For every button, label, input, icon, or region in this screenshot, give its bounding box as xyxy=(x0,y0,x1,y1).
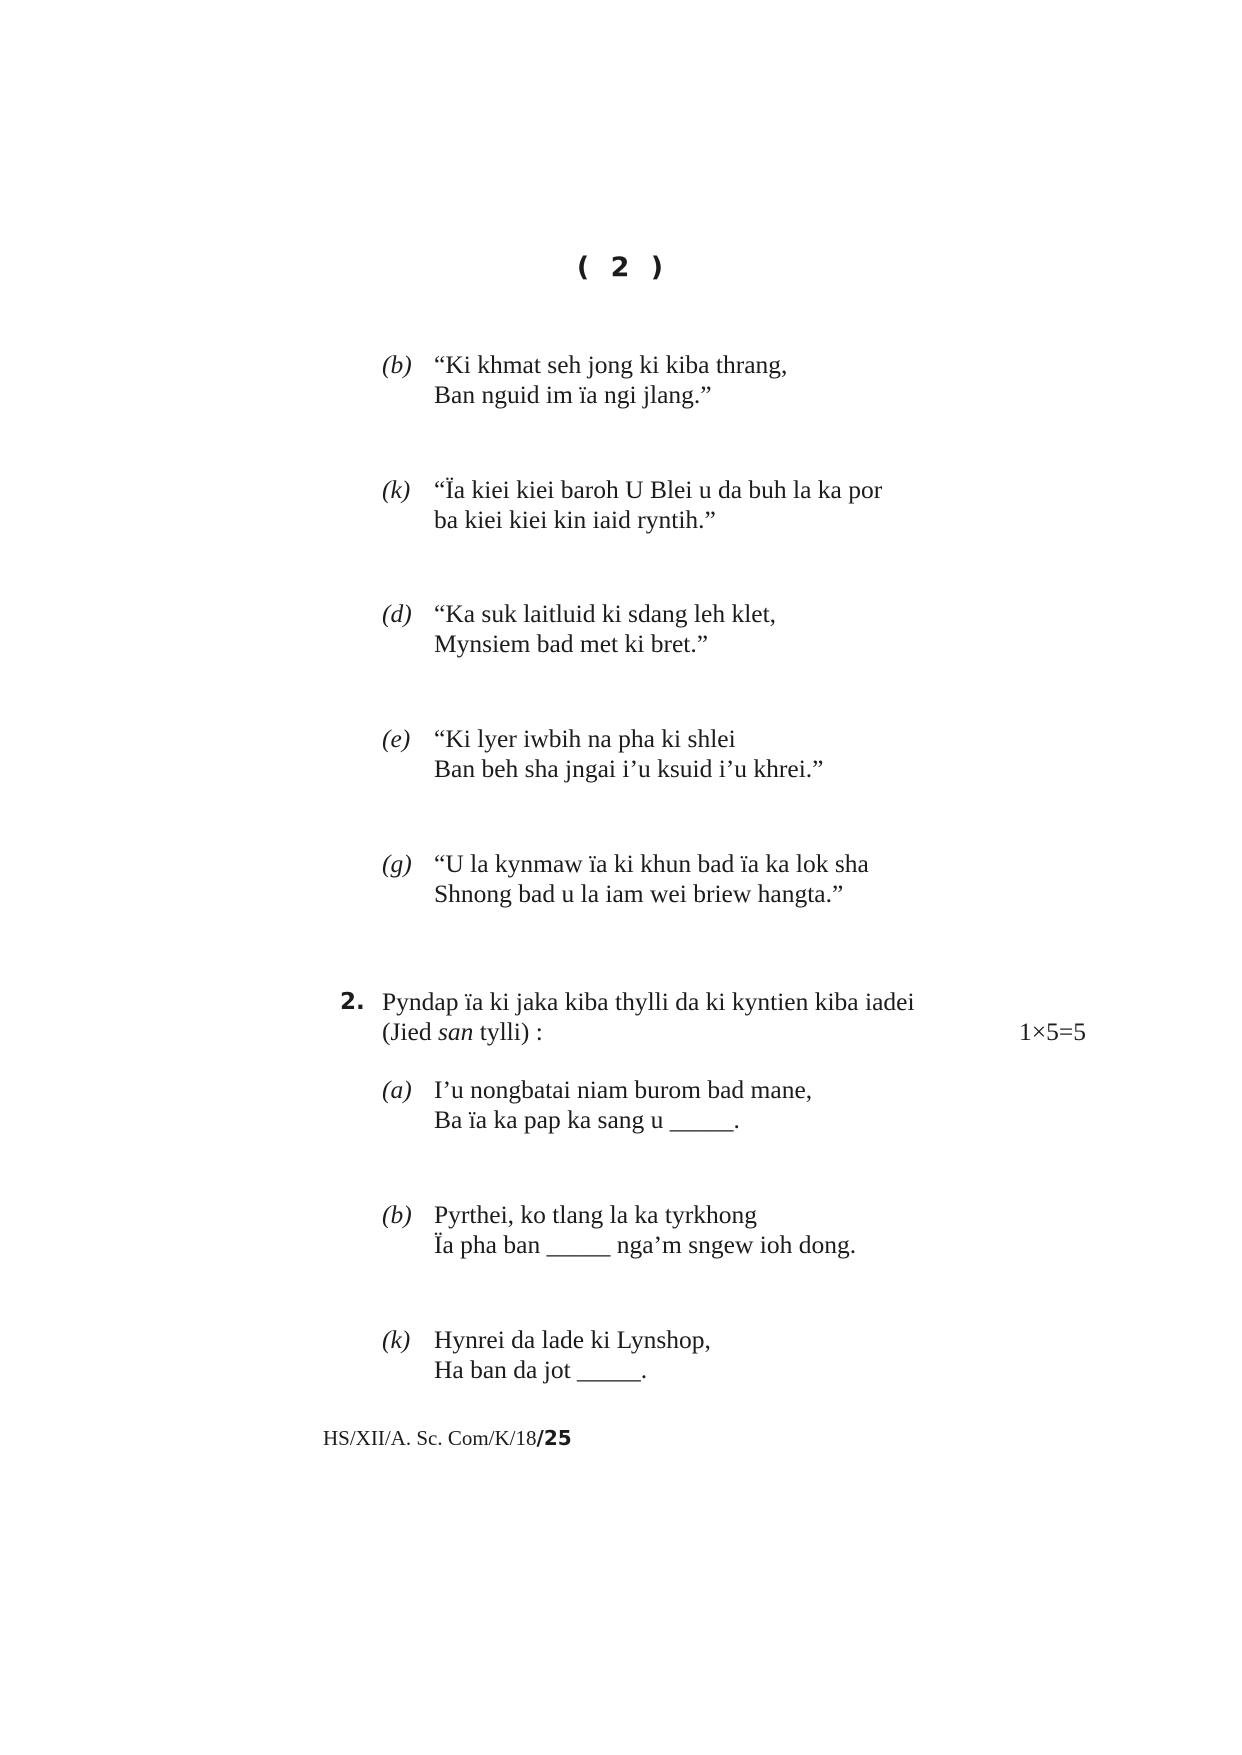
item-label: (b) xyxy=(382,350,412,379)
footer-code xyxy=(323,1426,572,1451)
question-line: Pyndap ïa ki jaka kiba thylli da ki kyntien kiba iadei xyxy=(382,987,915,1016)
quote-line: “Ki khmat seh jong ki kiba thrang, xyxy=(434,350,788,379)
quote-line: “Ka suk laitluid ki sdang leh klet, xyxy=(434,599,777,628)
quote-line: Ban nguid im ïa ngi jlang.” xyxy=(434,380,712,409)
verse-line: Hynrei da lade ki Lynshop, xyxy=(434,1325,711,1354)
question-number: 2. xyxy=(340,989,365,1015)
page-number: ( 2 ) xyxy=(576,252,666,283)
item-label: (g) xyxy=(382,849,412,878)
verse-line: Pyrthei, ko tlang la ka tyrkhong xyxy=(434,1200,757,1229)
question-line-italic: san xyxy=(437,1017,474,1046)
footer-code-text: HS/XII/A. Sc. Com/K/18 xyxy=(323,1426,537,1450)
quote-line: “Ki lyer iwbih na pha ki shlei xyxy=(434,724,736,753)
verse-line: Ha ban da jot _____. xyxy=(434,1355,648,1384)
question-marks: 1×5=5 xyxy=(1018,1017,1086,1046)
item-label: (d) xyxy=(382,599,412,628)
question-text xyxy=(382,987,915,1047)
item-label: (b) xyxy=(382,1200,412,1229)
verse-line: I’u nongbatai niam burom bad mane, xyxy=(434,1075,813,1104)
quote-line: “Ïa kiei kiei baroh U Blei u da buh la ka por xyxy=(434,475,883,504)
question-line-part: tylli) : xyxy=(473,1017,543,1046)
quote-line: ba kiei kiei kin iaid ryntih.” xyxy=(434,505,716,534)
verse-line: Ba ïa ka pap ka sang u _____. xyxy=(434,1105,740,1134)
item-label: (k) xyxy=(382,1325,411,1354)
item-label: (k) xyxy=(382,475,411,504)
quote-line: Shnong bad u la iam wei briew hangta.” xyxy=(434,879,844,908)
question-line-part: (Jied xyxy=(382,1017,438,1046)
verse-line: Ïa pha ban _____ nga’m sngew ioh dong. xyxy=(434,1230,857,1259)
quote-line: Mynsiem bad met ki bret.” xyxy=(434,629,709,658)
item-label: (e) xyxy=(382,724,411,753)
quote-line: Ban beh sha jngai i’u ksuid i’u khrei.” xyxy=(434,754,824,783)
quote-line: “U la kynmaw ïa ki khun bad ïa ka lok sha xyxy=(434,849,869,878)
question-line xyxy=(382,1017,915,1047)
footer-code-suffix: /25 xyxy=(536,1426,572,1450)
item-label: (a) xyxy=(382,1075,412,1104)
